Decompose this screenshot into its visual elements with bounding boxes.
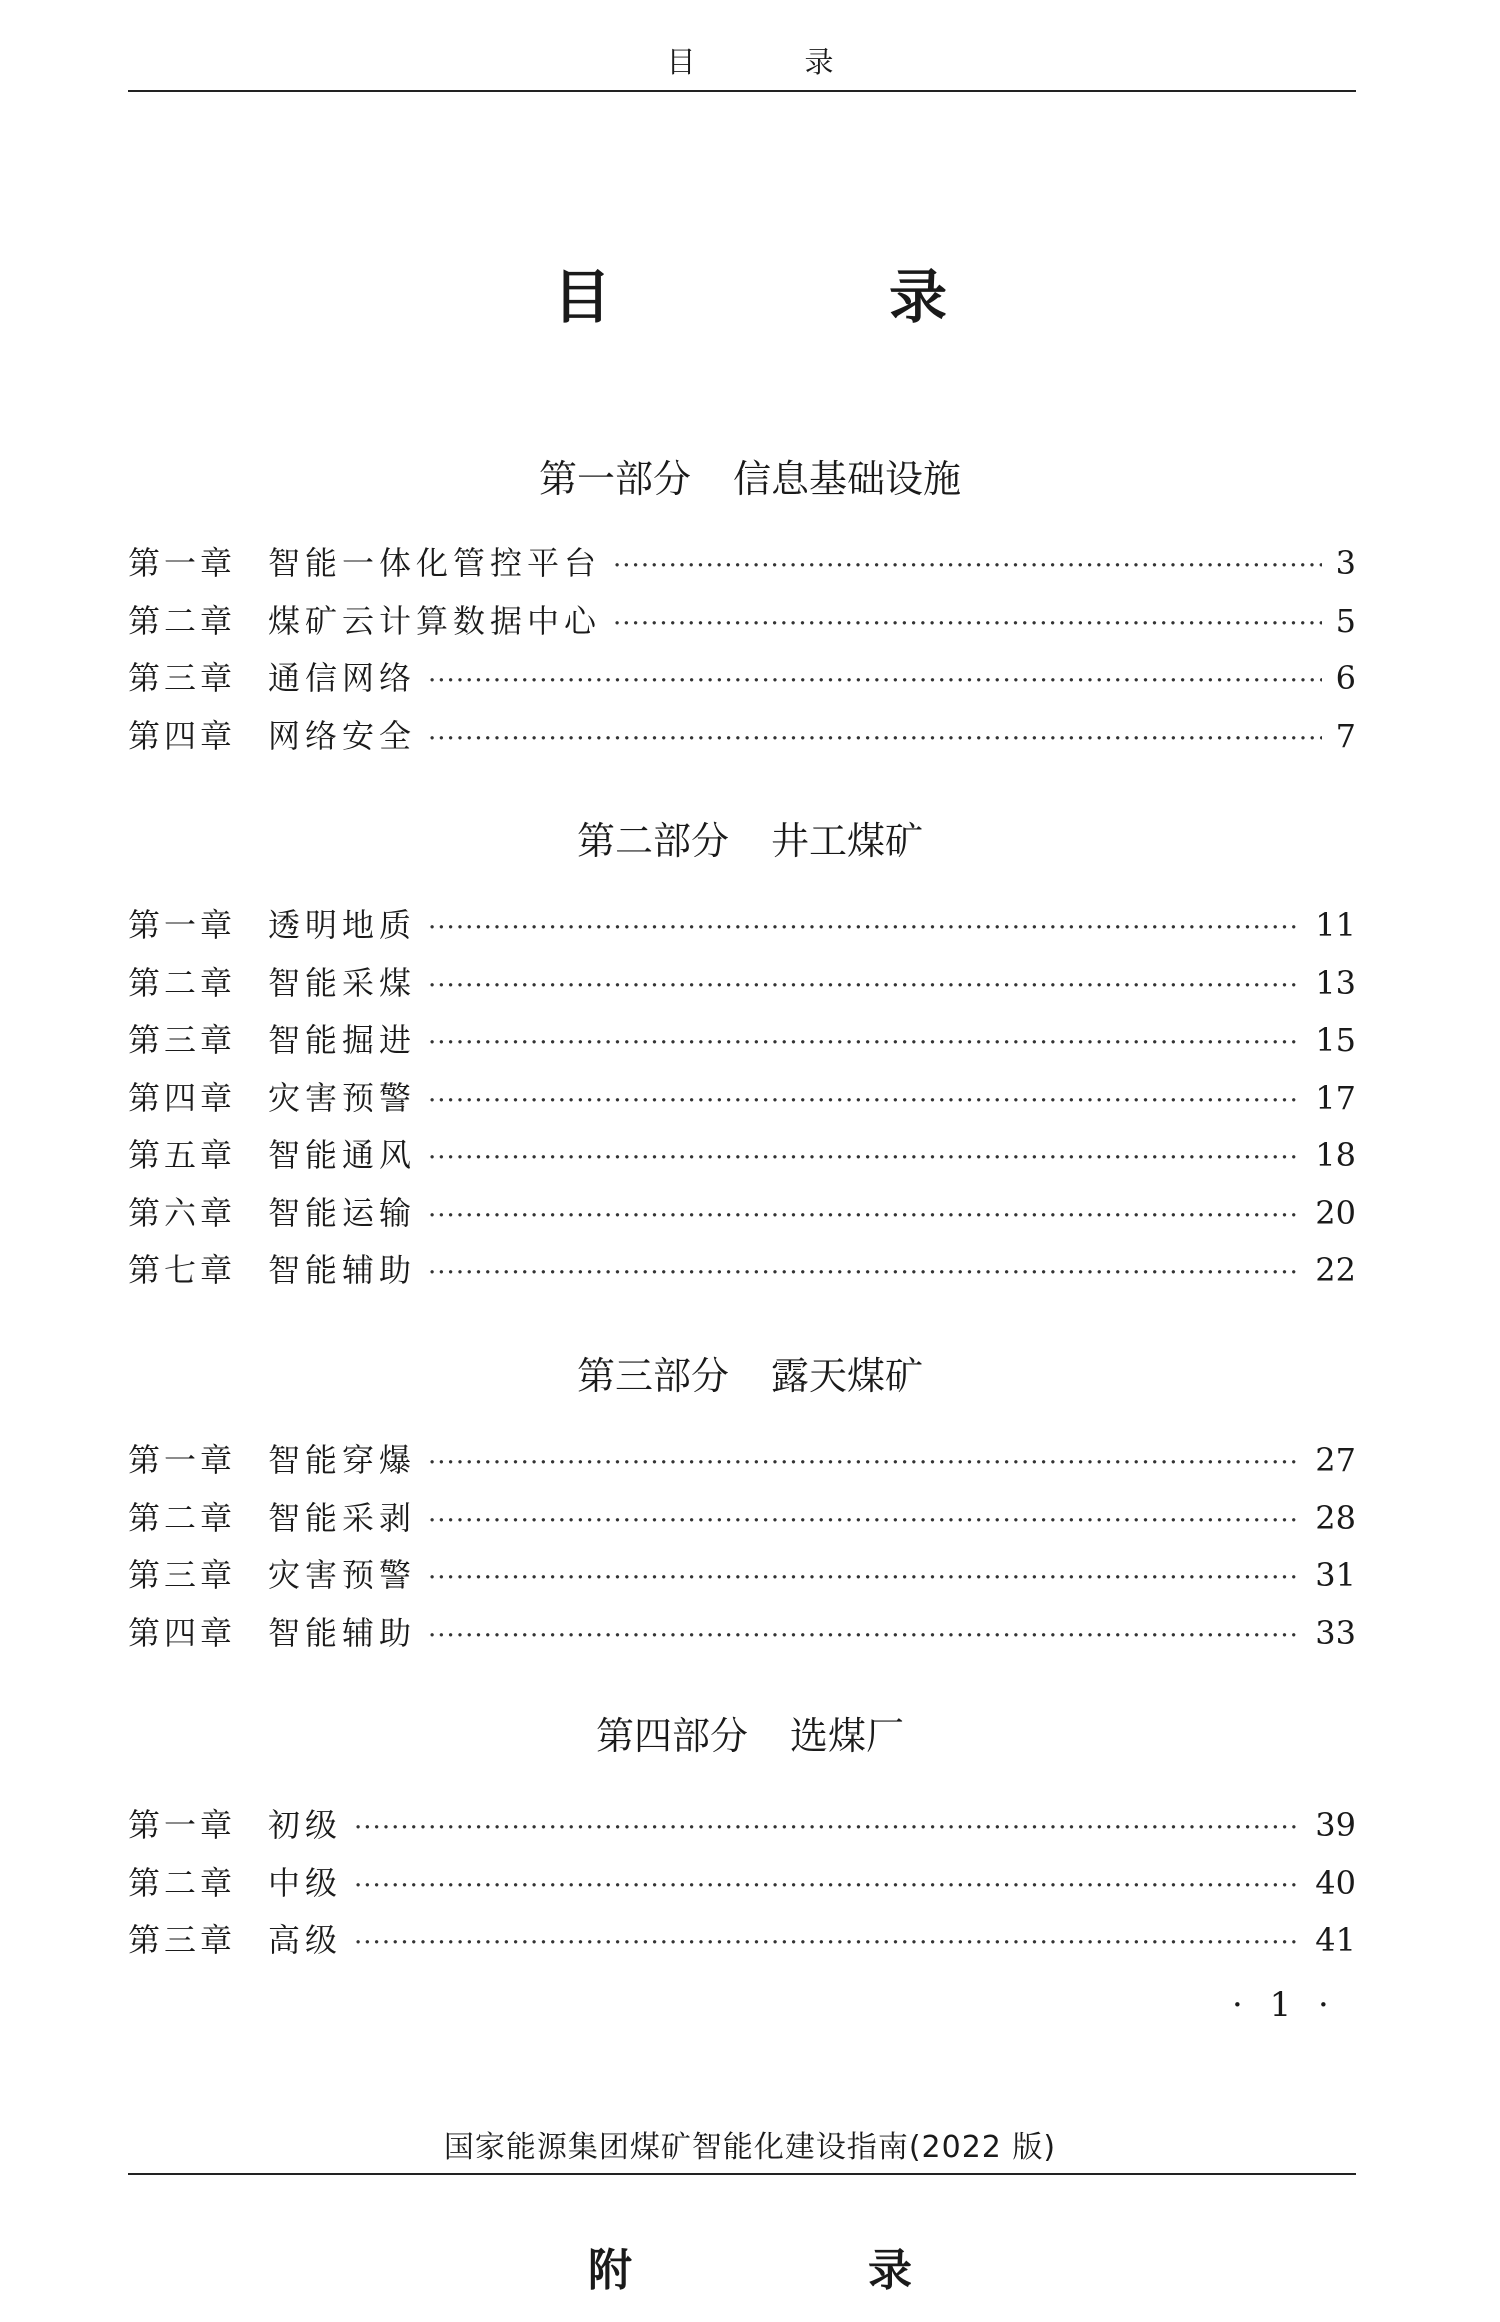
part-name: 信息基础设施 <box>733 457 962 501</box>
dot-leader <box>428 1143 1301 1173</box>
dot-leader <box>428 1028 1301 1058</box>
dot-leader <box>354 1813 1301 1843</box>
dot-leader <box>613 609 1322 639</box>
page-ref: 17 <box>1315 1078 1356 1117</box>
toc-entry[interactable]: 第二章 煤矿云计算数据中心 ····· 5 <box>128 596 1356 654</box>
toc-part-3 <box>128 1435 1356 1665</box>
page-ref: 22 <box>1315 1251 1356 1289</box>
dot-leader <box>613 551 1322 581</box>
toc-entry[interactable]: 第一章 透明地质 ····· 11 <box>128 900 1356 958</box>
dot-leader <box>428 1621 1301 1651</box>
dot-leader <box>428 1258 1301 1288</box>
page-ref: 3 <box>1335 544 1356 582</box>
page-title: 目 录 <box>552 263 1057 331</box>
page-ref: 13 <box>1315 963 1356 1002</box>
part-heading-2 <box>0 810 1500 865</box>
page-number: · 1 · <box>1232 1985 1337 2025</box>
toc-part-2 <box>128 900 1356 1303</box>
part-heading-4 <box>0 1705 1500 1760</box>
dot-leader <box>428 666 1322 696</box>
toc-entry[interactable]: 第四章 智能辅助 ····· 33 <box>128 1608 1356 1666</box>
dot-leader <box>428 1448 1301 1478</box>
book-title: 国家能源集团煤矿智能化建设指南(2022 版) <box>443 2130 1057 2165</box>
part-heading-3 <box>0 1345 1500 1400</box>
dot-leader <box>354 1871 1301 1901</box>
toc-entry[interactable]: 第二章 中级 ····· 40 <box>128 1858 1356 1916</box>
dot-leader <box>428 1563 1301 1593</box>
dot-leader <box>428 1506 1301 1536</box>
page-ref: 41 <box>1315 1921 1356 1959</box>
part-label: 第二部分 <box>576 819 729 863</box>
part-label: 第四部分 <box>595 1714 748 1758</box>
toc-entry[interactable]: 第三章 灾害预警 ····· 31 <box>128 1550 1356 1608</box>
page-ref: 31 <box>1315 1556 1356 1594</box>
toc-entry[interactable]: 第七章 智能辅助 ····· 22 <box>128 1245 1356 1303</box>
toc-entry[interactable]: 第五章 智能通风 ····· 18 <box>128 1130 1356 1188</box>
dot-leader <box>428 1201 1301 1231</box>
toc-entry[interactable]: 第四章 灾害预警 ····· 17 <box>128 1073 1356 1131</box>
toc-entry[interactable]: 第三章 高级 ····· 41 <box>128 1915 1356 1973</box>
running-head: 目 录 <box>666 45 874 79</box>
page-ref: 39 <box>1315 1806 1356 1844</box>
dot-leader <box>428 1086 1301 1116</box>
part-label: 第一部分 <box>538 457 691 501</box>
page-ref: 7 <box>1335 716 1356 755</box>
part-label: 第三部分 <box>576 1354 729 1398</box>
toc-entry[interactable]: 第一章 智能一体化管控平台 ····· 3 <box>128 538 1356 596</box>
part-name: 选煤厂 <box>790 1714 905 1758</box>
page-ref: 15 <box>1315 1021 1356 1059</box>
page-ref: 5 <box>1335 601 1356 640</box>
toc-entry[interactable]: 第四章 网络安全 ····· 7 <box>128 711 1356 769</box>
toc-entry[interactable]: 第二章 智能采剥 ····· 28 <box>128 1493 1356 1551</box>
toc-entry[interactable]: 第三章 智能掘进 ····· 15 <box>128 1015 1356 1073</box>
page-ref: 40 <box>1315 1863 1356 1902</box>
page-ref: 18 <box>1315 1136 1356 1174</box>
page-ref: 11 <box>1315 906 1356 944</box>
dot-leader <box>428 971 1301 1001</box>
toc-part-4 <box>128 1800 1356 1973</box>
part-heading-1 <box>0 448 1500 503</box>
part-name: 露天煤矿 <box>771 1354 924 1398</box>
page-ref: 6 <box>1335 659 1356 697</box>
part-name: 井工煤矿 <box>771 819 924 863</box>
header-rule <box>128 90 1356 92</box>
toc-entry[interactable]: 第三章 通信网络 ····· 6 <box>128 653 1356 711</box>
toc-part-1 <box>128 538 1356 768</box>
page-ref: 33 <box>1315 1613 1356 1652</box>
dot-leader <box>428 724 1322 754</box>
toc-entry[interactable]: 第二章 智能采煤 ····· 13 <box>128 958 1356 1016</box>
dot-leader <box>354 1928 1301 1958</box>
toc-entry[interactable]: 第一章 智能穿爆 ····· 27 <box>128 1435 1356 1493</box>
page-ref: 28 <box>1315 1498 1356 1537</box>
toc-entry[interactable]: 第六章 智能运输 ····· 20 <box>128 1188 1356 1246</box>
next-page-heading: 附 录 <box>588 2245 1008 2296</box>
dot-leader <box>428 913 1301 943</box>
page-ref: 27 <box>1315 1441 1356 1479</box>
page-ref: 20 <box>1315 1193 1356 1232</box>
toc-entry[interactable]: 第一章 初级 ····· 39 <box>128 1800 1356 1858</box>
footer-rule <box>128 2173 1356 2175</box>
